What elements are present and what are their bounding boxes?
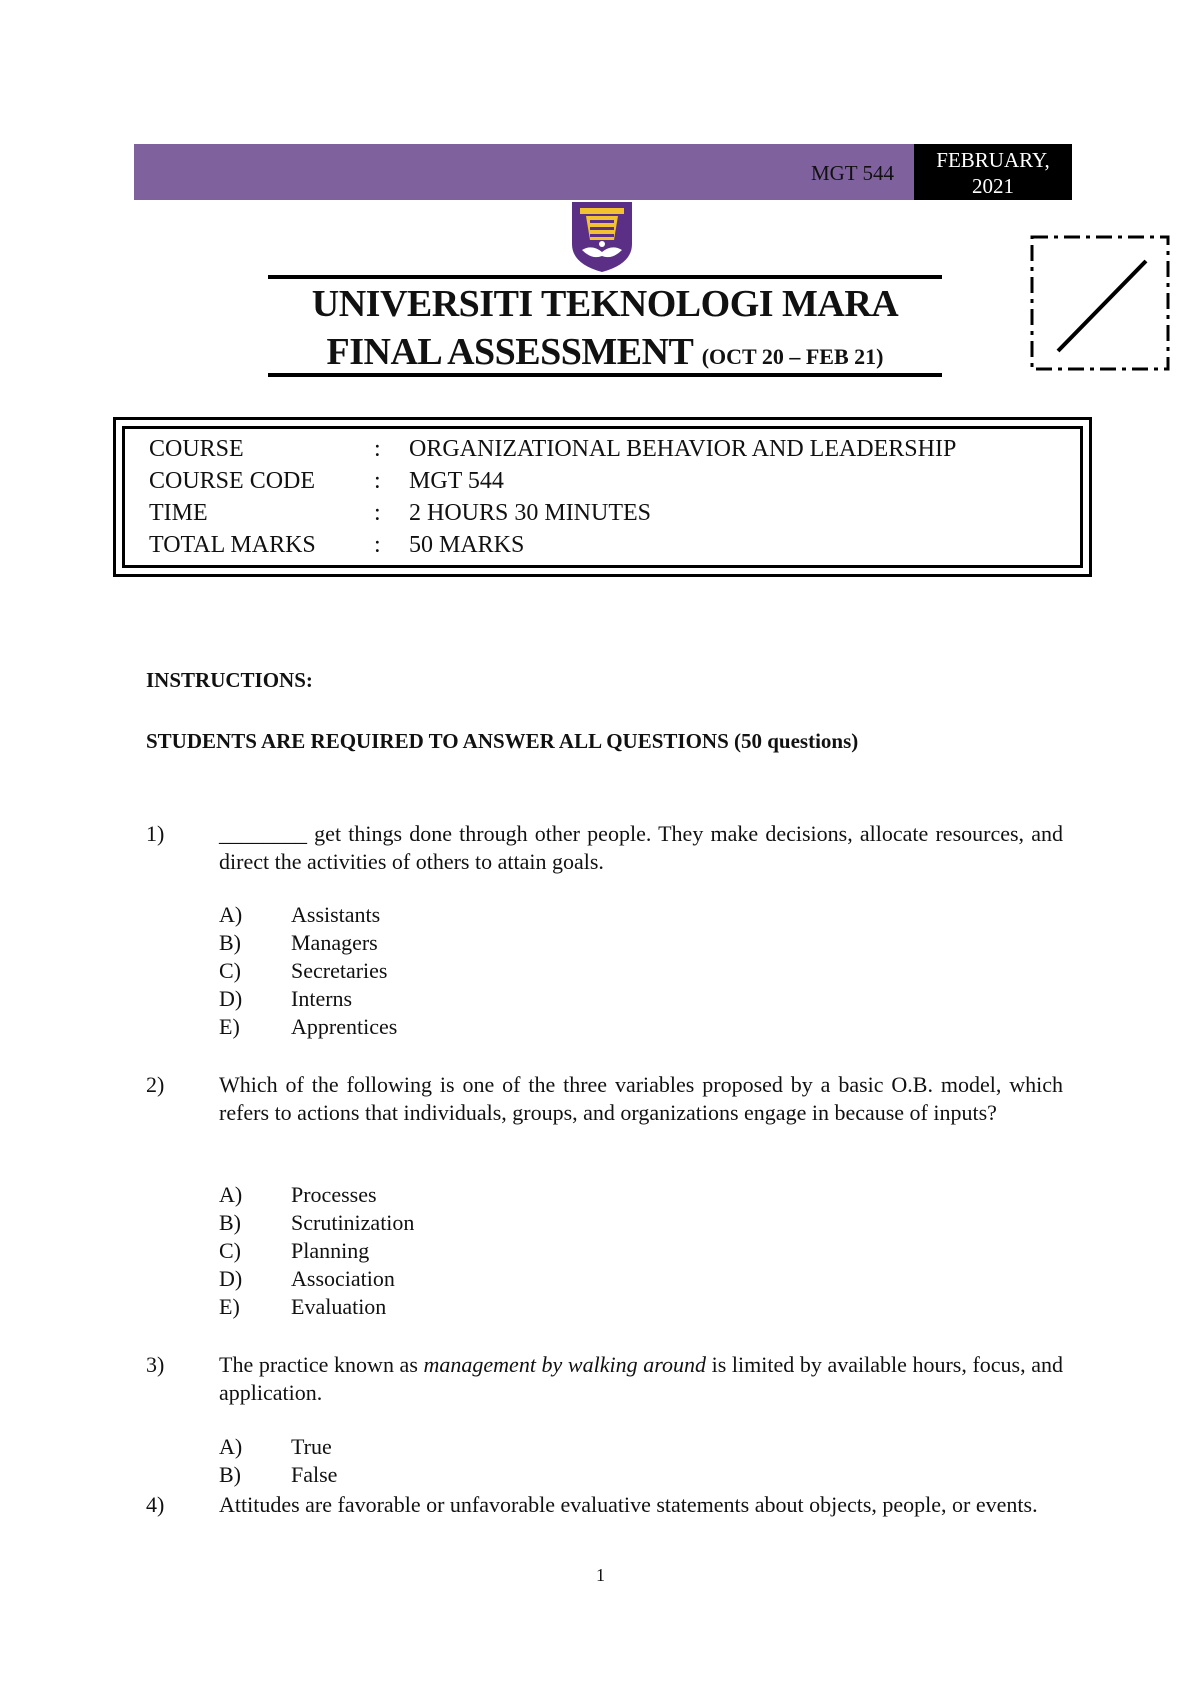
answer-blank: ________ [219,821,307,846]
course-value: ORGANIZATIONAL BEHAVIOR AND LEADERSHIP [409,436,957,462]
question-number: 4) [146,1492,165,1517]
instructions-heading: INSTRUCTIONS: [146,668,313,692]
question-text: Which of the following is one of the three variables proposed by a basic O.B. model, which refers to actions that individuals, groups, and organizations engage in because of inputs? [219,1072,1063,1125]
time-value: 2 HOURS 30 MINUTES [409,500,652,526]
university-name: UNIVERSITI TEKNOLOGI MARA [311,283,899,325]
page-number: 1 [596,1565,605,1585]
title-top-rule [268,275,942,279]
date-line-2: 2021 [972,174,1014,198]
date-line-1: FEBRUARY, [936,148,1050,172]
question-text: Attitudes are favorable or unfavorable evaluative statements about objects, people, or events. [219,1492,1038,1517]
colon: : [374,532,381,558]
course-info-box [113,417,1092,577]
course-code-value: MGT 544 [409,468,504,494]
total-marks-value: 50 MARKS [409,532,525,558]
question-text: The practice known as management by walking around is limited by available hours, focus, and application. [219,1352,1064,1405]
colon: : [374,436,381,462]
stamp-box [1030,235,1170,371]
assessment-title [268,330,942,374]
question-number: 1) [146,821,165,846]
question-text: ________ get things done through other people. They make decisions, allocate resources, and direct the activities of others to attain goals. [219,821,1063,874]
colon: : [374,468,381,494]
italic-term: management by walking around [423,1352,706,1377]
header-course-code: MGT 544 [810,161,894,185]
title-bottom-rule [268,373,942,377]
course-info-inner [122,426,1083,568]
instructions-text: STUDENTS ARE REQUIRED TO ANSWER ALL QUESTIONS (50 questions) [146,729,859,753]
assessment-title-main: FINAL ASSESSMENT [326,331,693,373]
total-marks-label: TOTAL MARKS [149,532,316,558]
uitm-crest-icon [568,200,636,274]
course-code-label: COURSE CODE [149,468,316,494]
course-label: COURSE [149,436,244,462]
colon: : [374,500,381,526]
question-number: 2) [146,1072,165,1097]
header-band [134,144,914,200]
time-label: TIME [149,500,208,526]
question-number: 3) [146,1352,165,1377]
assessment-period: (OCT 20 – FEB 21) [701,344,884,369]
header-date-box [914,144,1072,200]
